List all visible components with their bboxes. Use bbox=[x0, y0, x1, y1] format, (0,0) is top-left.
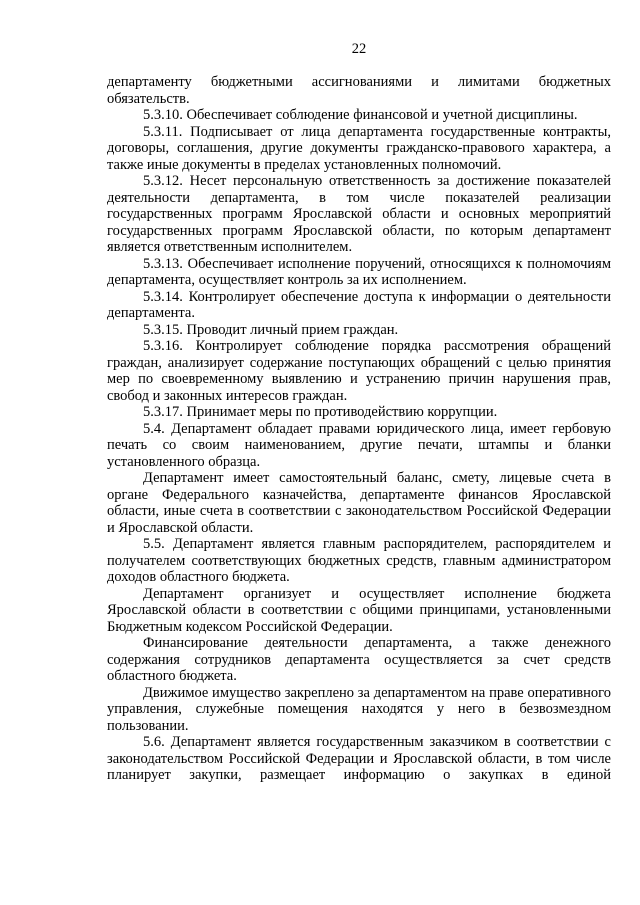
paragraph-5-4-balance: Департамент имеет самостоятельный баланс, смету, лицевые счета в органе Федерального казначейства, департаменте финансов Ярославской области, иные счета в соответствии с законодательством Российской Федерации и Ярославской области. bbox=[107, 470, 611, 536]
document-body bbox=[107, 74, 611, 784]
paragraph-5-4: 5.4. Департамент обладает правами юридического лица, имеет гербовую печать со своим наименованием, другие печати, штампы и бланки установленного образца. bbox=[107, 420, 611, 470]
paragraph-5-5: 5.5. Департамент является главным распорядителем, распорядителем и получателем соответствующих бюджетных средств, главным администратором доходов областного бюджета. bbox=[107, 536, 611, 585]
paragraph-5-3-17: 5.3.17. Принимает меры по противодействию коррупции. bbox=[143, 404, 498, 420]
paragraph-5-5-property: Движимое имущество закреплено за департаментом на праве оперативного управления, служебные помещения находятся у него в безвозмездном пользовании. bbox=[107, 684, 611, 734]
paragraph-5-3-15: 5.3.15. Проводит личный прием граждан. bbox=[143, 321, 399, 338]
paragraph-5-3-13: 5.3.13. Обеспечивает исполнение поручений, относящихся к полномочиям департамента, осуществляет контроль за их исполнением. bbox=[107, 255, 611, 288]
paragraph-5-3-11: 5.3.11. Подписывает от лица департамента государственные контракты, договоры, соглашения, другие документы гражданско-правового характера, а также иные документы в пределах установленных полномочий. bbox=[107, 123, 611, 173]
paragraph-continuation: департаменту бюджетными ассигнованиями и лимитами бюджетных обязательств. bbox=[107, 74, 611, 107]
paragraph-5-5-budget: Департамент организует и осуществляет исполнение бюджета Ярославской области в соответствии с общими принципами, установленными Бюджетным кодексом Российской Федерации. bbox=[107, 585, 611, 635]
paragraph-5-3-14: 5.3.14. Контролирует обеспечение доступа к информации о деятельности департамента. bbox=[107, 288, 611, 321]
paragraph-5-3-10: 5.3.10. Обеспечивает соблюдение финансовой и учетной дисциплины. bbox=[143, 107, 578, 123]
paragraph-5-3-16: 5.3.16. Контролирует соблюдение порядка рассмотрения обращений граждан, анализирует содержание поступающих обращений с целью принятия мер по своевременному выявлению и устранению причин нарушения прав, свобод и законных интересов граждан. bbox=[107, 338, 611, 404]
paragraph-5-5-financing: Финансирование деятельности департамента, а также денежного содержания сотрудников департамента осуществляется за счет средств областного бюджета. bbox=[107, 635, 611, 684]
paragraph-5-3-12: 5.3.12. Несет персональную ответственность за достижение показателей деятельности департамента, в том числе показателей реализации государственных программ Ярославской области и основных мероприятий государственных программ Ярославской области, по которым департамент является ответственным исполнителем. bbox=[107, 173, 611, 255]
page-number: 22 bbox=[351, 41, 367, 57]
paragraph-5-6: 5.6. Департамент является государственным заказчиком в соответствии с законодательством Российской Федерации и Ярославской области, в том числе планирует закупки, размещает информацию о закупках в единой bbox=[107, 734, 611, 783]
